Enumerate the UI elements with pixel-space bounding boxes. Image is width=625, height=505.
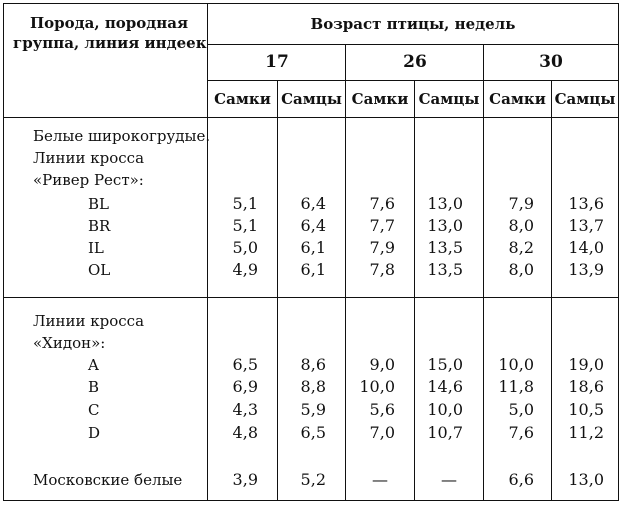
value-cell: 8,0 [508, 216, 534, 235]
value-cell: 15,0 [427, 355, 463, 374]
sex-header: Самки [489, 90, 546, 108]
turkey-weight-table [3, 3, 619, 501]
value-cell: 6,1 [300, 238, 326, 257]
value-cell: 13,0 [427, 216, 463, 235]
row-label: C [88, 401, 100, 419]
value-cell: 5,1 [232, 216, 258, 235]
value-cell: 8,6 [300, 355, 326, 374]
rule-group-divider [4, 297, 618, 298]
rule-week-divider [345, 44, 346, 500]
rule-under-age-header [208, 44, 618, 45]
value-cell: 13,0 [427, 194, 463, 213]
value-cell: 7,8 [369, 260, 395, 279]
value-cell: 5,6 [369, 400, 395, 419]
value-cell: 5,2 [300, 470, 326, 489]
row-label: Московские белые [33, 471, 183, 489]
value-cell: 5,0 [232, 238, 258, 257]
header-breed-line-1: Порода, породная [30, 14, 189, 32]
value-cell: 13,7 [568, 216, 604, 235]
row-label: BR [88, 217, 111, 235]
value-cell: 5,0 [508, 400, 534, 419]
value-cell: 10,0 [498, 355, 534, 374]
value-cell: 7,9 [508, 194, 534, 213]
value-cell: 6,9 [232, 377, 258, 396]
value-cell: 13,5 [427, 260, 463, 279]
value-cell: 8,2 [508, 238, 534, 257]
value-cell: 6,6 [508, 470, 534, 489]
sex-header: Самцы [418, 90, 480, 108]
value-cell: 13,0 [568, 470, 604, 489]
value-cell: 6,4 [300, 194, 326, 213]
value-cell: 19,0 [568, 355, 604, 374]
row-label: IL [88, 239, 104, 257]
row-label: A [88, 356, 99, 374]
value-cell: 13,9 [568, 260, 604, 279]
value-cell: 11,8 [498, 377, 534, 396]
sex-header: Самки [214, 90, 271, 108]
value-cell: 13,6 [568, 194, 604, 213]
value-cell: 14,6 [427, 377, 463, 396]
rule-week-divider [483, 44, 484, 500]
sex-header: Самцы [554, 90, 616, 108]
value-cell: 7,6 [508, 423, 534, 442]
value-cell: 5,1 [232, 194, 258, 213]
value-cell: 8,8 [300, 377, 326, 396]
value-cell: 10,0 [359, 377, 395, 396]
value-cell: 7,6 [369, 194, 395, 213]
rule-under-week-header [208, 80, 618, 81]
week-30: 30 [539, 52, 563, 72]
value-cell: 6,5 [232, 355, 258, 374]
rule-label-column [207, 4, 208, 500]
rule-under-header [4, 117, 618, 118]
value-cell: 6,5 [300, 423, 326, 442]
group-title-line: Белые широкогрудые. [33, 127, 211, 145]
value-cell: 3,9 [232, 470, 258, 489]
value-cell: 11,2 [568, 423, 604, 442]
sex-header: Самцы [281, 90, 342, 108]
header-age: Возраст птицы, недель [310, 15, 516, 33]
value-cell: 10,0 [427, 400, 463, 419]
rule-sex-divider [551, 80, 552, 500]
value-cell: 7,9 [369, 238, 395, 257]
value-cell: — [441, 470, 457, 489]
value-cell: 18,6 [568, 377, 604, 396]
rule-sex-divider [277, 80, 278, 500]
value-cell: 10,5 [568, 400, 604, 419]
value-cell: 10,7 [427, 423, 463, 442]
header-breed-line-2: группа, линия индеек [13, 34, 207, 52]
week-26: 26 [403, 52, 427, 72]
row-label: OL [88, 261, 111, 279]
value-cell: 4,9 [232, 260, 258, 279]
value-cell: 9,0 [369, 355, 395, 374]
group-title-line: Линии кросса [33, 312, 145, 330]
value-cell: — [372, 470, 388, 489]
value-cell: 8,0 [508, 260, 534, 279]
row-label: D [88, 424, 101, 442]
rule-sex-divider [414, 80, 415, 500]
value-cell: 13,5 [427, 238, 463, 257]
group-title-line: «Хидон»: [33, 334, 106, 352]
value-cell: 6,1 [300, 260, 326, 279]
value-cell: 7,0 [369, 423, 395, 442]
value-cell: 14,0 [568, 238, 604, 257]
sex-header: Самки [351, 90, 409, 108]
value-cell: 4,3 [232, 400, 258, 419]
week-17: 17 [265, 52, 289, 72]
value-cell: 4,8 [232, 423, 258, 442]
value-cell: 7,7 [369, 216, 395, 235]
group-title-line: Линии кросса [33, 149, 145, 167]
value-cell: 5,9 [300, 400, 326, 419]
value-cell: 6,4 [300, 216, 326, 235]
group-title-line: «Ривер Рест»: [33, 171, 144, 189]
row-label: BL [88, 195, 109, 213]
row-label: B [88, 378, 100, 396]
